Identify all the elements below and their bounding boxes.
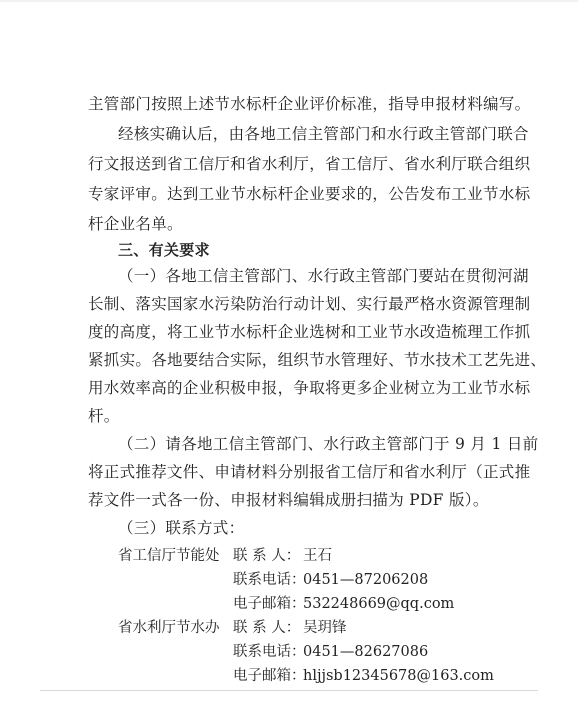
contact-email-1: 532248669@qq.com xyxy=(303,596,455,612)
section-heading: 三、有关要求 xyxy=(118,241,210,259)
contact-phone-label-1: 联系电话： xyxy=(233,572,306,588)
requirement-1-line-1: （一）各地工信主管部门、水行政主管部门要站在贯彻河湖 xyxy=(118,267,529,285)
requirement-2-line-1: （二）请各地工信主管部门、水行政主管部门于 9 月 1 日前 xyxy=(118,435,539,453)
contact-phone-label-2: 联系电话： xyxy=(233,644,306,660)
contact-email-2: hljjsb12345678@163.com xyxy=(303,668,494,684)
requirement-2-line-3: 荐文件一式各一份、申报材料编辑成册扫描为 PDF 版）。 xyxy=(88,491,489,509)
contact-person-label-2: 联 系 人： xyxy=(233,620,301,636)
contact-person-2: 吴玥锋 xyxy=(303,620,347,636)
body-line-2: 经核实确认后，由各地工信主管部门和水行政主管部门联合 xyxy=(118,125,529,143)
contact-email-label-2: 电子邮箱： xyxy=(233,668,306,684)
contact-office-1: 省工信厅节能处 xyxy=(118,548,220,564)
contact-phone-2: 0451—82627086 xyxy=(303,644,429,660)
bottom-rule xyxy=(40,690,538,691)
page-top-edge xyxy=(0,0,578,2)
requirement-3-label: （三）联系方式： xyxy=(118,519,245,537)
contact-office-2: 省水利厅节水办 xyxy=(118,620,220,636)
body-line-5: 杆企业名单。 xyxy=(88,215,183,233)
requirement-1-line-4: 紧抓实。各地要结合实际，组织节水管理好、节水技术工艺先进、 xyxy=(88,351,547,369)
requirement-2-line-2: 将正式推荐文件、申请材料分别报省工信厅和省水利厅（正式推 xyxy=(88,463,531,481)
contact-person-1: 王石 xyxy=(303,548,332,564)
contact-person-label-1: 联 系 人： xyxy=(233,548,301,564)
requirement-1-line-2: 长制、落实国家水污染防治行动计划、实行最严格水资源管理制 xyxy=(88,295,531,313)
requirement-1-line-6: 杆。 xyxy=(88,407,120,425)
contact-phone-1: 0451—87206208 xyxy=(303,572,429,588)
requirement-1-line-5: 用水效率高的企业积极申报，争取将更多企业树立为工业节水标 xyxy=(88,379,531,397)
body-line-4: 专家评审。达到工业节水标杆企业要求的，公告发布工业节水标 xyxy=(88,185,531,203)
contact-email-label-1: 电子邮箱： xyxy=(233,596,306,612)
requirement-1-line-3: 度的高度，将工业节水标杆企业选树和工业节水改造梳理工作抓 xyxy=(88,323,531,341)
body-line-1: 主管部门按照上述节水标杆企业评价标准，指导申报材料编写。 xyxy=(88,95,531,113)
body-line-3: 行文报送到省工信厅和省水利厅，省工信厅、省水利厅联合组织 xyxy=(88,155,531,173)
